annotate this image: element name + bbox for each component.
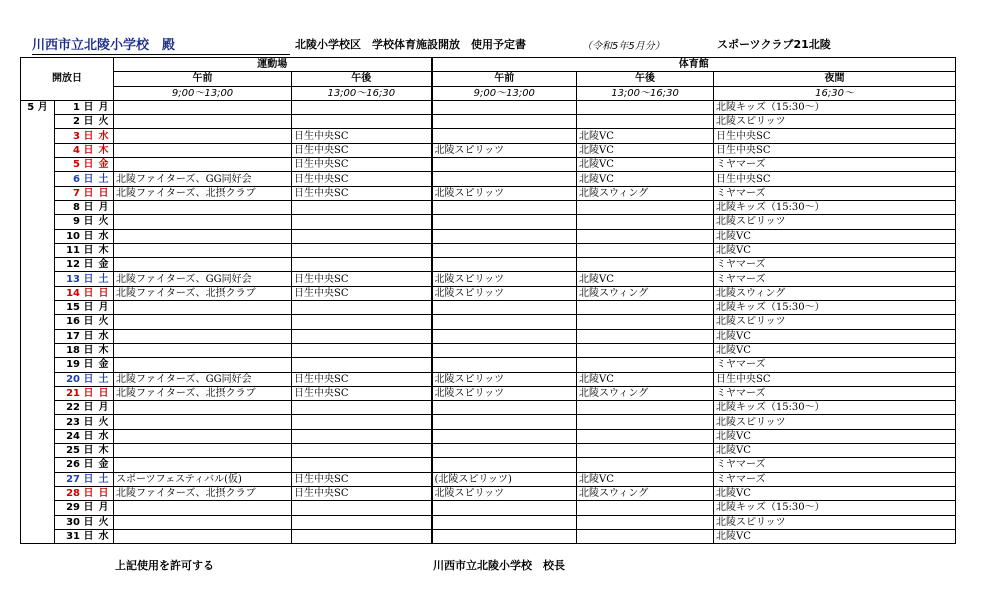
ground-morning-cell — [114, 315, 292, 329]
gym-afternoon-cell — [577, 343, 714, 357]
weekday-cell: 金 — [97, 358, 114, 372]
ground-morning-cell — [114, 529, 292, 543]
gym-morning-cell — [432, 501, 577, 515]
gym-morning-cell: (北陵スピリッツ) — [432, 472, 577, 486]
gym-afternoon-cell: 北陵VC — [577, 129, 714, 143]
day-cell: 15 日 — [55, 301, 97, 315]
weekday-cell: 木 — [97, 343, 114, 357]
table-row — [21, 444, 956, 458]
gym-night-cell: 北陵スピリッツ — [714, 115, 956, 129]
gym-night-cell: 北陵VC — [714, 229, 956, 243]
table-row — [21, 501, 956, 515]
table-row — [21, 429, 956, 443]
ground-afternoon-cell — [292, 501, 432, 515]
gym-afternoon-cell — [577, 458, 714, 472]
ground-afternoon-cell: 日生中央SC — [292, 486, 432, 500]
ground-afternoon-cell — [292, 229, 432, 243]
gym-night-cell: 北陵VC — [714, 444, 956, 458]
weekday-cell: 火 — [97, 315, 114, 329]
table-row — [21, 401, 956, 415]
ground-afternoon-cell: 日生中央SC — [292, 372, 432, 386]
gym-night-cell: ミヤマーズ — [714, 472, 956, 486]
ground-morning-cell — [114, 415, 292, 429]
weekday-cell: 木 — [97, 143, 114, 157]
gym-afternoon-cell — [577, 358, 714, 372]
ground-afternoon-cell — [292, 343, 432, 357]
ground-morning-cell: 北陵ファイターズ、北摂クラブ — [114, 286, 292, 300]
gym-night-cell: 北陵VC — [714, 429, 956, 443]
gym-afternoon-cell — [577, 415, 714, 429]
gym-afternoon-cell — [577, 100, 714, 114]
table-row — [21, 229, 956, 243]
ground-afternoon-cell — [292, 301, 432, 315]
day-cell: 18 日 — [55, 343, 97, 357]
ground-morning-cell — [114, 401, 292, 415]
ground-morning-cell — [114, 458, 292, 472]
ground-morning-cell — [114, 329, 292, 343]
ground-afternoon-cell — [292, 401, 432, 415]
weekday-cell: 金 — [97, 458, 114, 472]
table-row — [21, 286, 956, 300]
weekday-cell: 月 — [97, 401, 114, 415]
gym-morning-cell: 北陵スピリッツ — [432, 286, 577, 300]
gym-night-cell: 北陵キッズ（15:30～） — [714, 200, 956, 214]
gym-afternoon-time: 13;00～16;30 — [577, 86, 714, 100]
gym-night-cell: 北陵スウィング — [714, 286, 956, 300]
gym-morning-cell — [432, 243, 577, 257]
gym-afternoon-cell: 北陵VC — [577, 172, 714, 186]
gym-afternoon-cell — [577, 529, 714, 543]
gym-night-cell: 北陵VC — [714, 486, 956, 500]
day-cell: 24 日 — [55, 429, 97, 443]
day-cell: 29 日 — [55, 501, 97, 515]
gym-afternoon-cell: 北陵VC — [577, 272, 714, 286]
day-cell: 4 日 — [55, 143, 97, 157]
day-cell: 28 日 — [55, 486, 97, 500]
gym-afternoon-cell — [577, 258, 714, 272]
day-cell: 5 日 — [55, 158, 97, 172]
gym-afternoon-cell: 北陵VC — [577, 372, 714, 386]
gym-header: 体育館 — [432, 58, 956, 72]
gym-morning-cell — [432, 158, 577, 172]
table-row — [21, 301, 956, 315]
weekday-cell: 金 — [97, 258, 114, 272]
gym-afternoon-cell — [577, 229, 714, 243]
gym-morning-cell: 北陵スピリッツ — [432, 372, 577, 386]
weekday-cell: 日 — [97, 286, 114, 300]
gym-morning-cell: 北陵スピリッツ — [432, 486, 577, 500]
weekday-cell: 水 — [97, 229, 114, 243]
gym-night-cell: 日生中央SC — [714, 129, 956, 143]
table-row — [21, 215, 956, 229]
weekday-cell: 木 — [97, 444, 114, 458]
ground-morning-cell — [114, 515, 292, 529]
table-row — [21, 186, 956, 200]
day-cell: 6 日 — [55, 172, 97, 186]
day-cell: 25 日 — [55, 444, 97, 458]
gym-morning-cell — [432, 444, 577, 458]
ground-morning-cell: スポーツフェスティバル(仮) — [114, 472, 292, 486]
gym-afternoon-cell — [577, 315, 714, 329]
table-row — [21, 343, 956, 357]
gym-afternoon-cell: 北陵スウィング — [577, 386, 714, 400]
table-row — [21, 243, 956, 257]
gym-night-cell: ミヤマーズ — [714, 458, 956, 472]
table-row — [21, 272, 956, 286]
gym-morning-cell: 北陵スピリッツ — [432, 186, 577, 200]
weekday-cell: 火 — [97, 515, 114, 529]
table-row — [21, 415, 956, 429]
gym-morning-cell — [432, 115, 577, 129]
ground-afternoon-cell — [292, 415, 432, 429]
table-row — [21, 129, 956, 143]
day-cell: 22 日 — [55, 401, 97, 415]
gym-afternoon-cell — [577, 329, 714, 343]
day-cell: 11 日 — [55, 243, 97, 257]
gym-afternoon-cell — [577, 215, 714, 229]
weekday-cell: 火 — [97, 215, 114, 229]
gym-night-cell: 北陵スピリッツ — [714, 315, 956, 329]
gym-night-cell: ミヤマーズ — [714, 386, 956, 400]
day-cell: 17 日 — [55, 329, 97, 343]
day-cell: 12 日 — [55, 258, 97, 272]
ground-afternoon-cell — [292, 444, 432, 458]
ground-morning-cell: 北陵ファイターズ、北摂クラブ — [114, 386, 292, 400]
weekday-cell: 日 — [97, 186, 114, 200]
ground-afternoon-cell — [292, 200, 432, 214]
ground-afternoon-cell: 日生中央SC — [292, 158, 432, 172]
gym-night-cell: ミヤマーズ — [714, 272, 956, 286]
table-row — [21, 486, 956, 500]
day-cell: 31 日 — [55, 529, 97, 543]
table-row — [21, 158, 956, 172]
gym-night-cell: ミヤマーズ — [714, 358, 956, 372]
table-row — [21, 200, 956, 214]
ground-afternoon-cell — [292, 358, 432, 372]
gym-morning-cell — [432, 100, 577, 114]
weekday-cell: 日 — [97, 486, 114, 500]
weekday-cell: 水 — [97, 429, 114, 443]
gym-morning-cell — [432, 172, 577, 186]
gym-morning-cell — [432, 301, 577, 315]
gym-morning-cell: 北陵スピリッツ — [432, 386, 577, 400]
ground-afternoon-cell — [292, 329, 432, 343]
gym-night-cell: 北陵キッズ（15:30～） — [714, 100, 956, 114]
ground-morning-cell — [114, 258, 292, 272]
weekday-cell: 日 — [97, 386, 114, 400]
weekday-cell: 月 — [97, 100, 114, 114]
ground-morning-cell: 北陵ファイターズ、GG同好会 — [114, 172, 292, 186]
gym-afternoon-cell — [577, 301, 714, 315]
gym-night-time: 16;30～ — [714, 86, 956, 100]
ground-morning-cell — [114, 343, 292, 357]
ground-morning-cell — [114, 158, 292, 172]
table-row — [21, 458, 956, 472]
gym-night-cell: 北陵スピリッツ — [714, 415, 956, 429]
gym-night-cell: 北陵キッズ（15:30～） — [714, 301, 956, 315]
ground-morning-cell: 北陵ファイターズ、GG同好会 — [114, 272, 292, 286]
ground-afternoon-cell — [292, 215, 432, 229]
day-cell: 16 日 — [55, 315, 97, 329]
day-cell: 14 日 — [55, 286, 97, 300]
table-row — [21, 329, 956, 343]
gym-morning-cell — [432, 258, 577, 272]
ground-afternoon-cell: 日生中央SC — [292, 172, 432, 186]
ground-morning-time: 9;00～13;00 — [114, 86, 292, 100]
ground-morning-cell: 北陵ファイターズ、北摂クラブ — [114, 186, 292, 200]
gym-afternoon-cell: 北陵スウィング — [577, 286, 714, 300]
gym-night-cell: 北陵VC — [714, 243, 956, 257]
gym-morning-header: 午前 — [432, 72, 577, 86]
ground-afternoon-cell — [292, 115, 432, 129]
weekday-cell: 月 — [97, 301, 114, 315]
gym-morning-cell — [432, 529, 577, 543]
table-row — [21, 529, 956, 543]
table-row — [21, 358, 956, 372]
ground-afternoon-cell — [292, 429, 432, 443]
ground-afternoon-cell: 日生中央SC — [292, 186, 432, 200]
day-cell: 8 日 — [55, 200, 97, 214]
schedule-table — [20, 57, 956, 544]
club-name: スポーツクラブ21北陵 — [717, 38, 831, 51]
ground-morning-cell — [114, 301, 292, 315]
gym-night-cell: 日生中央SC — [714, 172, 956, 186]
table-row — [21, 372, 956, 386]
gym-night-header: 夜間 — [714, 72, 956, 86]
ground-morning-cell — [114, 243, 292, 257]
ground-header: 運動場 — [114, 58, 432, 72]
gym-afternoon-cell — [577, 429, 714, 443]
day-cell: 9 日 — [55, 215, 97, 229]
table-row — [21, 472, 956, 486]
table-row — [21, 315, 956, 329]
open-day-header: 開放日 — [21, 58, 114, 101]
gym-afternoon-cell: 北陵スウィング — [577, 186, 714, 200]
weekday-cell: 土 — [97, 172, 114, 186]
weekday-cell: 月 — [97, 501, 114, 515]
ground-afternoon-cell — [292, 515, 432, 529]
gym-afternoon-cell — [577, 401, 714, 415]
ground-afternoon-cell — [292, 243, 432, 257]
principal-signature: 川西市立北陵小学校 校長 — [433, 559, 565, 572]
gym-morning-cell — [432, 401, 577, 415]
weekday-cell: 火 — [97, 415, 114, 429]
ground-afternoon-cell — [292, 458, 432, 472]
gym-night-cell: 北陵VC — [714, 343, 956, 357]
ground-afternoon-cell — [292, 315, 432, 329]
weekday-cell: 土 — [97, 272, 114, 286]
gym-night-cell: 日生中央SC — [714, 372, 956, 386]
ground-morning-cell — [114, 444, 292, 458]
ground-afternoon-cell — [292, 529, 432, 543]
gym-night-cell: ミヤマーズ — [714, 258, 956, 272]
gym-morning-cell — [432, 229, 577, 243]
day-cell: 10 日 — [55, 229, 97, 243]
gym-afternoon-cell: 北陵VC — [577, 143, 714, 157]
day-cell: 20 日 — [55, 372, 97, 386]
gym-afternoon-cell — [577, 515, 714, 529]
weekday-cell: 水 — [97, 329, 114, 343]
ground-morning-cell — [114, 229, 292, 243]
gym-afternoon-cell: 北陵VC — [577, 158, 714, 172]
gym-morning-cell — [432, 429, 577, 443]
gym-morning-cell — [432, 343, 577, 357]
day-cell: 30 日 — [55, 515, 97, 529]
gym-night-cell: 北陵VC — [714, 529, 956, 543]
table-row — [21, 258, 956, 272]
ground-afternoon-cell: 日生中央SC — [292, 272, 432, 286]
gym-morning-cell — [432, 129, 577, 143]
ground-afternoon-cell: 日生中央SC — [292, 472, 432, 486]
day-cell: 21 日 — [55, 386, 97, 400]
addressee: 川西市立北陵小学校 殿 — [32, 34, 290, 55]
table-row — [21, 115, 956, 129]
ground-morning-cell — [114, 143, 292, 157]
day-cell: 13 日 — [55, 272, 97, 286]
gym-morning-cell — [432, 515, 577, 529]
gym-morning-cell — [432, 200, 577, 214]
ground-afternoon-cell — [292, 258, 432, 272]
document-title: 北陵小学校区 学校体育施設開放 使用予定書 — [295, 38, 526, 51]
day-cell: 19 日 — [55, 358, 97, 372]
day-cell: 7 日 — [55, 186, 97, 200]
gym-afternoon-cell — [577, 200, 714, 214]
weekday-cell: 水 — [97, 529, 114, 543]
day-cell: 1 日 — [55, 100, 97, 114]
ground-morning-cell — [114, 115, 292, 129]
ground-afternoon-header: 午後 — [292, 72, 432, 86]
weekday-cell: 火 — [97, 115, 114, 129]
gym-afternoon-header: 午後 — [577, 72, 714, 86]
ground-morning-header: 午前 — [114, 72, 292, 86]
gym-night-cell: 日生中央SC — [714, 143, 956, 157]
weekday-cell: 木 — [97, 243, 114, 257]
weekday-cell: 金 — [97, 158, 114, 172]
gym-night-cell: 北陵キッズ（15:30～） — [714, 401, 956, 415]
gym-night-cell: 北陵スピリッツ — [714, 215, 956, 229]
gym-morning-cell — [432, 215, 577, 229]
table-row — [21, 515, 956, 529]
gym-afternoon-cell — [577, 501, 714, 515]
gym-morning-cell — [432, 358, 577, 372]
ground-afternoon-cell: 日生中央SC — [292, 386, 432, 400]
ground-afternoon-cell — [292, 100, 432, 114]
ground-afternoon-cell: 日生中央SC — [292, 129, 432, 143]
gym-afternoon-cell: 北陵スウィング — [577, 486, 714, 500]
weekday-cell: 水 — [97, 129, 114, 143]
day-cell: 2 日 — [55, 115, 97, 129]
gym-night-cell: 北陵スピリッツ — [714, 515, 956, 529]
gym-morning-time: 9;00～13;00 — [432, 86, 577, 100]
gym-night-cell: 北陵VC — [714, 329, 956, 343]
weekday-cell: 土 — [97, 472, 114, 486]
ground-afternoon-time: 13;00～16;30 — [292, 86, 432, 100]
table-row — [21, 143, 956, 157]
table-row — [21, 172, 956, 186]
day-cell: 3 日 — [55, 129, 97, 143]
ground-morning-cell — [114, 100, 292, 114]
gym-afternoon-cell — [577, 444, 714, 458]
ground-morning-cell: 北陵ファイターズ、GG同好会 — [114, 372, 292, 386]
ground-morning-cell — [114, 200, 292, 214]
gym-night-cell: ミヤマーズ — [714, 186, 956, 200]
ground-morning-cell — [114, 129, 292, 143]
ground-morning-cell — [114, 501, 292, 515]
day-cell: 23 日 — [55, 415, 97, 429]
ground-morning-cell: 北陵ファイターズ、北摂クラブ — [114, 486, 292, 500]
gym-afternoon-cell — [577, 243, 714, 257]
month-cell: 5 月 — [21, 100, 55, 543]
ground-afternoon-cell: 日生中央SC — [292, 143, 432, 157]
ground-morning-cell — [114, 429, 292, 443]
day-cell: 26 日 — [55, 458, 97, 472]
month-label: （令和5年5月分） — [582, 41, 665, 52]
gym-morning-cell: 北陵スピリッツ — [432, 272, 577, 286]
gym-morning-cell — [432, 458, 577, 472]
gym-morning-cell — [432, 329, 577, 343]
gym-night-cell: ミヤマーズ — [714, 158, 956, 172]
table-row — [21, 386, 956, 400]
ground-afternoon-cell: 日生中央SC — [292, 286, 432, 300]
gym-afternoon-cell: 北陵VC — [577, 472, 714, 486]
gym-morning-cell — [432, 315, 577, 329]
gym-morning-cell — [432, 415, 577, 429]
ground-morning-cell — [114, 358, 292, 372]
table-row — [21, 100, 956, 114]
weekday-cell: 土 — [97, 372, 114, 386]
gym-morning-cell: 北陵スピリッツ — [432, 143, 577, 157]
day-cell: 27 日 — [55, 472, 97, 486]
gym-night-cell: 北陵キッズ（15:30～） — [714, 501, 956, 515]
gym-afternoon-cell — [577, 115, 714, 129]
ground-morning-cell — [114, 215, 292, 229]
weekday-cell: 月 — [97, 200, 114, 214]
permission-statement: 上記使用を許可する — [115, 559, 214, 572]
